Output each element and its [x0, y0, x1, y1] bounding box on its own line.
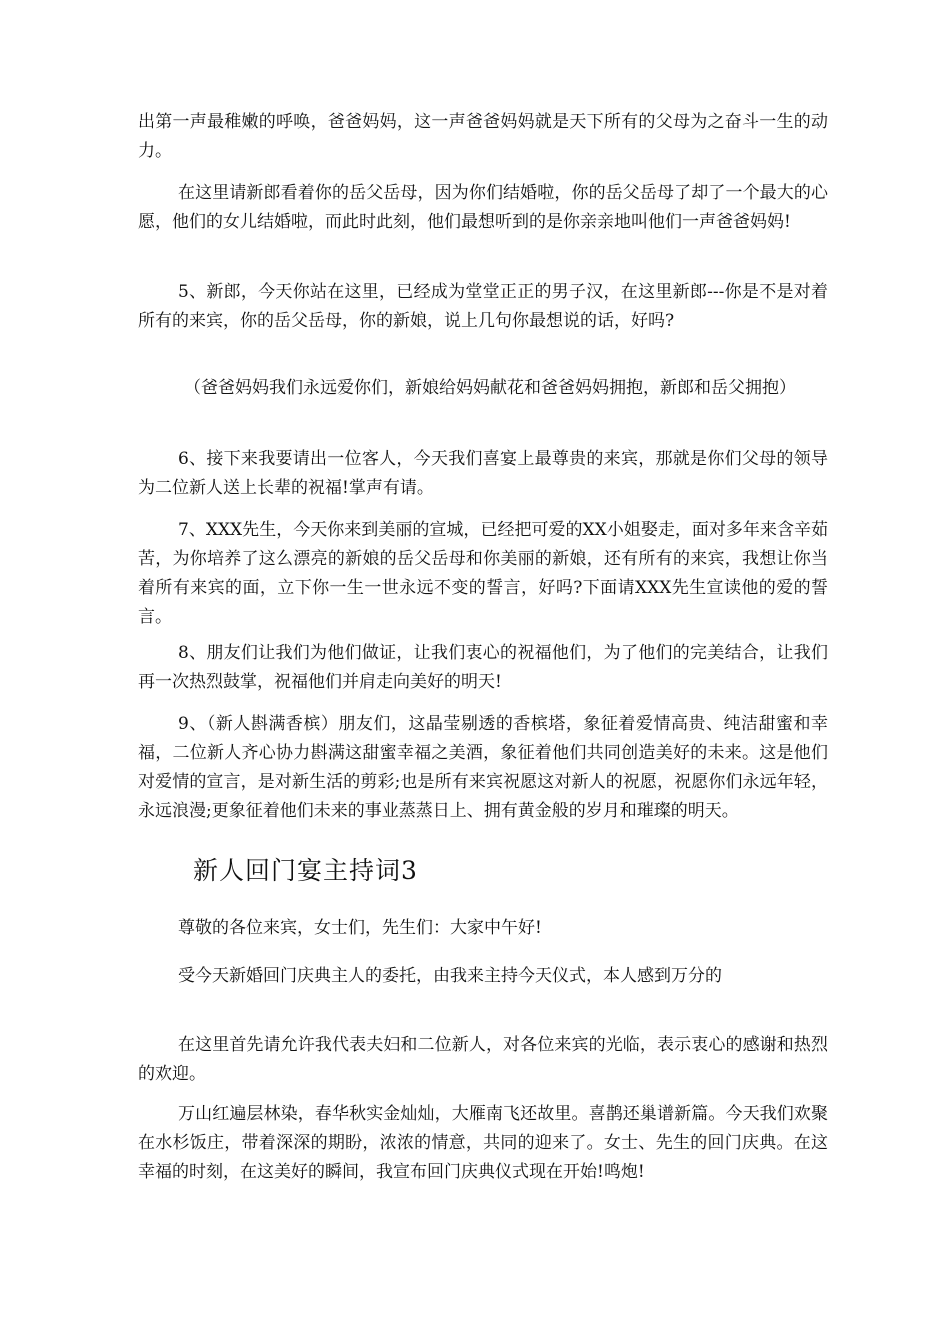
paragraph-item-9: 9、（新人斟满香槟）朋友们，这晶莹剔透的香槟塔，象征着爱情高贵、纯洁甜蜜和幸福，二位新人齐心协力斟满这甜蜜幸福之美酒，象征着他们共同创造美好的未来。这是他们对爱情的宣言，是对新生活的剪彩;也是所有来宾祝愿这对新人的祝愿，祝愿你们永远年轻，永远浪漫;更象征着他们未来的事业蒸蒸日上、拥有黄金般的岁月和璀璨的明天。 — [138, 714, 828, 821]
section-heading: 新人回门宴主持词3 — [193, 856, 418, 885]
paragraph-continuation: 出第一声最稚嫩的呼唤，爸爸妈妈，这一声爸爸妈妈就是天下所有的父母为之奋斗一生的动力。 — [138, 112, 828, 161]
paragraph-opening: 万山红遍层林染，春华秋实金灿灿，大雁南飞还故里。喜鹊还巢谱新篇。今天我们欢聚在水杉饭庄，带着深深的期盼，浓浓的情意，共同的迎来了。女士、先生的回门庆典。在这幸福的时刻，在这美好的瞬间，我宣布回门庆典仪式现在开始!鸣炮! — [138, 1104, 828, 1182]
paragraph-item-6: 6、接下来我要请出一位客人，今天我们喜宴上最尊贵的来宾，那就是你们父母的领导为二位新人送上长辈的祝福!掌声有请。 — [138, 449, 828, 498]
paragraph-item-7: 7、XXX先生，今天你来到美丽的宣城，已经把可爱的XX小姐娶走，面对多年来含辛茹苦，为你培养了这么漂亮的新娘的岳父岳母和你美丽的新娘，还有所有的来宾，我想让你当着所有来宾的面，立下你一生一世永远不变的誓言，好吗?下面请XXX先生宣读他的爱的誓言。 — [138, 520, 828, 627]
paragraph-item-5: 5、新郎，今天你站在这里，已经成为堂堂正正的男子汉，在这里新郎---你是不是对着所有的来宾，你的岳父岳母，你的新娘，说上几句你最想说的话，好吗? — [138, 282, 828, 331]
paragraph-item-8: 8、朋友们让我们为他们做证，让我们衷心的祝福他们，为了他们的完美结合，让我们再一次热烈鼓掌，祝福他们并肩走向美好的明天! — [138, 643, 828, 692]
greeting-line: 尊敬的各位来宾，女士们，先生们：大家中午好! — [178, 918, 542, 938]
entrusted-line: 受今天新婚回门庆典主人的委托，由我来主持今天仪式，本人感到万分的 — [178, 966, 722, 986]
paragraph-in-law: 在这里请新郎看着你的岳父岳母，因为你们结婚啦，你的岳父岳母了却了一个最大的心愿，他们的女儿结婚啦，而此时此刻，他们最想听到的是你亲亲地叫他们一声爸爸妈妈! — [138, 183, 828, 232]
paragraph-stage-direction: （爸爸妈妈我们永远爱你们，新娘给妈妈献花和爸爸妈妈拥抱，新郎和岳父拥抱） — [184, 378, 796, 398]
paragraph-welcome: 在这里首先请允许我代表夫妇和二位新人，对各位来宾的光临，表示衷心的感谢和热烈的欢迎。 — [138, 1035, 828, 1084]
